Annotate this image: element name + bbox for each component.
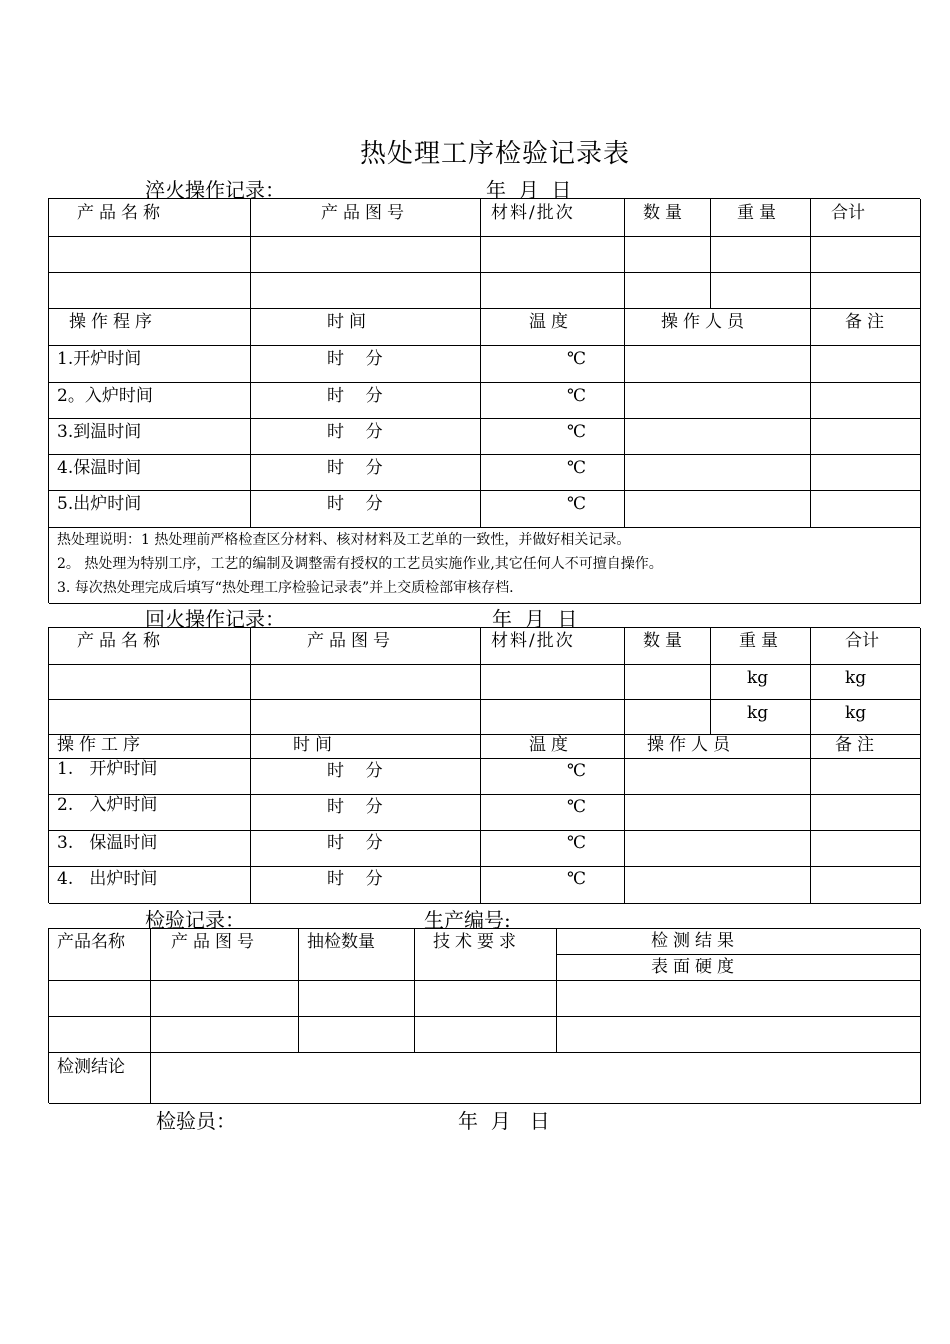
temp-cell[interactable]: ℃ bbox=[481, 491, 625, 528]
op-header-cell: 操作程序 bbox=[49, 309, 251, 346]
table-cell[interactable] bbox=[811, 237, 921, 273]
table-cell[interactable] bbox=[151, 1017, 299, 1053]
table-cell[interactable] bbox=[415, 1017, 557, 1053]
operator-cell[interactable] bbox=[625, 759, 811, 795]
time-cell[interactable]: 时 分 bbox=[251, 383, 481, 419]
table-cell[interactable] bbox=[251, 237, 481, 273]
quench-date: 年 月 日 bbox=[486, 178, 572, 202]
quench-notes bbox=[49, 528, 921, 604]
time-cell[interactable]: 时 分 bbox=[251, 759, 481, 795]
note-line: 3. 每次热处理完成后填写“热处理工序检验记录表”并上交质检部审核存档. bbox=[57, 580, 514, 596]
time-cell[interactable]: 时 分 bbox=[251, 491, 481, 528]
note-line: 热处理说明：1 热处理前严格检查区分材料、核对材料及工艺单的一致性，并做好相关记录。 bbox=[57, 532, 631, 548]
table-cell[interactable] bbox=[49, 237, 251, 273]
op-header-cell: 备注 bbox=[811, 309, 921, 346]
table-cell[interactable] bbox=[811, 273, 921, 309]
op-header-cell: 备注 bbox=[811, 735, 921, 759]
table-cell[interactable] bbox=[49, 700, 251, 735]
step-label: 1. 开炉时间 bbox=[49, 759, 251, 795]
page-title: 热处理工序检验记录表 bbox=[360, 139, 631, 169]
table-cell[interactable] bbox=[299, 1017, 415, 1053]
table-cell[interactable] bbox=[415, 981, 557, 1017]
remark-cell[interactable] bbox=[811, 455, 921, 491]
weight-cell[interactable]: kg bbox=[711, 700, 811, 735]
table-cell[interactable] bbox=[711, 273, 811, 309]
op-header-cell: 操作人员 bbox=[625, 735, 811, 759]
step-label: 1.开炉时间 bbox=[49, 346, 251, 383]
temp-cell[interactable]: ℃ bbox=[481, 455, 625, 491]
header-cell: 材料/批次 bbox=[481, 628, 625, 665]
step-label: 4. 出炉时间 bbox=[49, 867, 251, 904]
remark-cell[interactable] bbox=[811, 383, 921, 419]
header-cell: 产品图号 bbox=[251, 199, 481, 237]
table-cell[interactable] bbox=[711, 237, 811, 273]
operator-cell[interactable] bbox=[625, 491, 811, 528]
op-header-cell: 操作工序 bbox=[49, 735, 251, 759]
time-cell[interactable]: 时 分 bbox=[251, 795, 481, 831]
table-cell[interactable] bbox=[557, 1017, 921, 1053]
table-cell[interactable] bbox=[557, 981, 921, 1017]
time-cell[interactable]: 时 分 bbox=[251, 867, 481, 904]
table-cell[interactable] bbox=[625, 273, 711, 309]
header-cell: 产品图号 bbox=[151, 929, 299, 981]
remark-cell[interactable] bbox=[811, 346, 921, 383]
temp-cell[interactable]: ℃ bbox=[481, 759, 625, 795]
conclusion-label: 检测结论 bbox=[49, 1053, 151, 1104]
header-cell: 重量 bbox=[711, 628, 811, 665]
header-cell: 技术要求 bbox=[415, 929, 557, 981]
quench-heading: 淬火操作记录： bbox=[145, 178, 285, 202]
inspection-heading: 检验记录： bbox=[145, 908, 245, 932]
op-header-cell: 时间 bbox=[251, 309, 481, 346]
temp-cell[interactable]: ℃ bbox=[481, 346, 625, 383]
header-cell: 产品名称 bbox=[49, 929, 151, 981]
temper-date: 年 月 日 bbox=[492, 607, 578, 631]
temp-cell[interactable]: ℃ bbox=[481, 795, 625, 831]
header-cell: 产品图号 bbox=[251, 628, 481, 665]
step-label: 3.到温时间 bbox=[49, 419, 251, 455]
table-cell[interactable] bbox=[625, 665, 711, 700]
table-cell[interactable] bbox=[251, 273, 481, 309]
step-label: 5.出炉时间 bbox=[49, 491, 251, 528]
table-cell[interactable] bbox=[625, 237, 711, 273]
table-cell[interactable] bbox=[151, 981, 299, 1017]
header-cell: 材料/批次 bbox=[481, 199, 625, 237]
time-cell[interactable]: 时 分 bbox=[251, 455, 481, 491]
header-cell: 数量 bbox=[625, 199, 711, 237]
operator-cell[interactable] bbox=[625, 419, 811, 455]
table-cell[interactable] bbox=[49, 665, 251, 700]
header-cell: 产品名称 bbox=[49, 628, 251, 665]
table-cell[interactable] bbox=[481, 237, 625, 273]
op-header-cell: 操作人员 bbox=[625, 309, 811, 346]
operator-cell[interactable] bbox=[625, 383, 811, 419]
table-cell[interactable] bbox=[251, 700, 481, 735]
inspection-table bbox=[48, 928, 920, 1103]
operator-cell[interactable] bbox=[625, 455, 811, 491]
total-cell[interactable]: kg bbox=[811, 700, 921, 735]
step-label: 3. 保温时间 bbox=[49, 831, 251, 867]
header-cell: 抽检数量 bbox=[299, 929, 415, 981]
operator-cell[interactable] bbox=[625, 346, 811, 383]
op-header-cell: 温度 bbox=[481, 735, 625, 759]
remark-cell[interactable] bbox=[811, 419, 921, 455]
table-cell[interactable] bbox=[625, 700, 711, 735]
remark-cell[interactable] bbox=[811, 759, 921, 795]
op-header-cell: 温度 bbox=[481, 309, 625, 346]
note-line: 2。 热处理为特别工序，工艺的编制及调整需有授权的工艺员实施作业,其它任何人不可擅自操作。 bbox=[57, 556, 663, 572]
step-label: 2。入炉时间 bbox=[49, 383, 251, 419]
inspector-label: 检验员： bbox=[156, 1109, 236, 1133]
temp-cell[interactable]: ℃ bbox=[481, 867, 625, 904]
quench-table bbox=[48, 198, 920, 603]
header-cell: 表面硬度 bbox=[557, 955, 921, 981]
temp-cell[interactable]: ℃ bbox=[481, 419, 625, 455]
table-cell[interactable] bbox=[481, 273, 625, 309]
table-cell[interactable] bbox=[251, 665, 481, 700]
temper-heading: 回火操作记录： bbox=[145, 607, 285, 631]
total-cell[interactable]: kg bbox=[811, 665, 921, 700]
header-cell: 合计 bbox=[811, 199, 921, 237]
production-no-label: 生产编号: bbox=[424, 908, 511, 932]
header-cell: 重量 bbox=[711, 199, 811, 237]
remark-cell[interactable] bbox=[811, 795, 921, 831]
operator-cell[interactable] bbox=[625, 831, 811, 867]
table-cell[interactable] bbox=[49, 273, 251, 309]
conclusion-cell[interactable] bbox=[151, 1053, 921, 1104]
header-cell: 数量 bbox=[625, 628, 711, 665]
table-cell[interactable] bbox=[49, 981, 151, 1017]
operator-cell[interactable] bbox=[625, 867, 811, 904]
temp-cell[interactable]: ℃ bbox=[481, 383, 625, 419]
step-label: 2. 入炉时间 bbox=[49, 795, 251, 831]
table-cell[interactable] bbox=[49, 1017, 151, 1053]
inspector-date: 年 月 日 bbox=[458, 1109, 550, 1133]
temper-table bbox=[48, 627, 920, 903]
time-cell[interactable]: 时 分 bbox=[251, 831, 481, 867]
table-cell[interactable] bbox=[481, 665, 625, 700]
operator-cell[interactable] bbox=[625, 795, 811, 831]
weight-cell[interactable]: kg bbox=[711, 665, 811, 700]
header-cell: 产品名称 bbox=[49, 199, 251, 237]
temp-cell[interactable]: ℃ bbox=[481, 831, 625, 867]
remark-cell[interactable] bbox=[811, 867, 921, 904]
header-cell: 合计 bbox=[811, 628, 921, 665]
remark-cell[interactable] bbox=[811, 491, 921, 528]
op-header-cell: 时间 bbox=[251, 735, 481, 759]
remark-cell[interactable] bbox=[811, 831, 921, 867]
time-cell[interactable]: 时 分 bbox=[251, 419, 481, 455]
table-cell[interactable] bbox=[481, 700, 625, 735]
time-cell[interactable]: 时 分 bbox=[251, 346, 481, 383]
table-cell[interactable] bbox=[299, 981, 415, 1017]
header-cell: 检测结果 bbox=[557, 929, 921, 955]
step-label: 4.保温时间 bbox=[49, 455, 251, 491]
